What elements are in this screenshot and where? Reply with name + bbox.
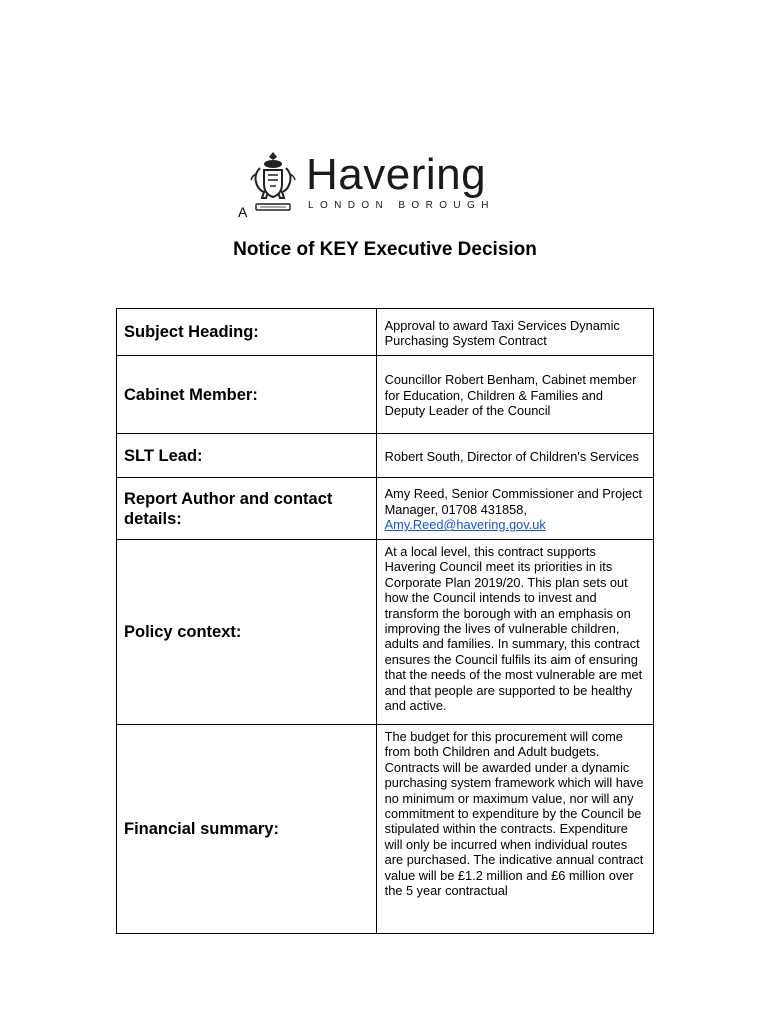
table-row xyxy=(117,478,654,540)
row-label: Subject Heading: xyxy=(117,309,377,356)
logo-wordmark: Havering xyxy=(306,150,487,199)
decision-table xyxy=(116,308,654,934)
table-row xyxy=(117,309,654,356)
table-row xyxy=(117,356,654,434)
row-label: Report Author and contact details: xyxy=(117,478,377,540)
table-row xyxy=(117,434,654,478)
logo-subtitle: LONDON BOROUGH xyxy=(308,200,495,211)
author-details: Amy Reed, Senior Commissioner and Project Manager, 01708 431858, xyxy=(384,486,643,517)
havering-logo xyxy=(248,150,528,220)
row-label: Cabinet Member: xyxy=(117,356,377,434)
row-value: Councillor Robert Benham, Cabinet member for Education, Children & Families and Deputy Leader of the Council xyxy=(376,356,653,434)
row-value: Robert South, Director of Children's Services xyxy=(376,434,653,478)
coat-of-arms-icon xyxy=(248,150,298,214)
page-title: Notice of KEY Executive Decision xyxy=(233,239,537,260)
row-label: Policy context: xyxy=(117,540,377,725)
row-label: SLT Lead: xyxy=(117,434,377,478)
row-value xyxy=(376,478,653,540)
row-value: At a local level, this contract supports Havering Council meet its priorities in its Corporate Plan 2019/20. This plan sets out how the Council intends to invest and transform the borough with an emphasis on improving the lives of vulnerable children, adults and families. In summary, this contract ensures the Council fulfils its aim of ensuring that the needs of the most vulnerable are met and that people are supported to be healthy and active. xyxy=(376,540,653,725)
table-row xyxy=(117,540,654,725)
row-value: Approval to award Taxi Services Dynamic Purchasing System Contract xyxy=(376,309,653,356)
author-email-link[interactable]: Amy.Reed@havering.gov.uk xyxy=(384,517,546,533)
stray-character: A xyxy=(238,204,248,220)
table-row xyxy=(117,725,654,934)
row-label: Financial summary: xyxy=(117,725,377,934)
row-value: The budget for this procurement will come from both Children and Adult budgets. Contracts will be awarded under a dynamic purchasing system framework which will have no minimum or maximum value, nor will any commitment to expenditure by the Council be stipulated within the contracts. Expenditure will only be incurred when individual routes are purchased. The indicative annual contract value will be £1.2 million and £6 million over the 5 year contractual xyxy=(376,725,653,934)
